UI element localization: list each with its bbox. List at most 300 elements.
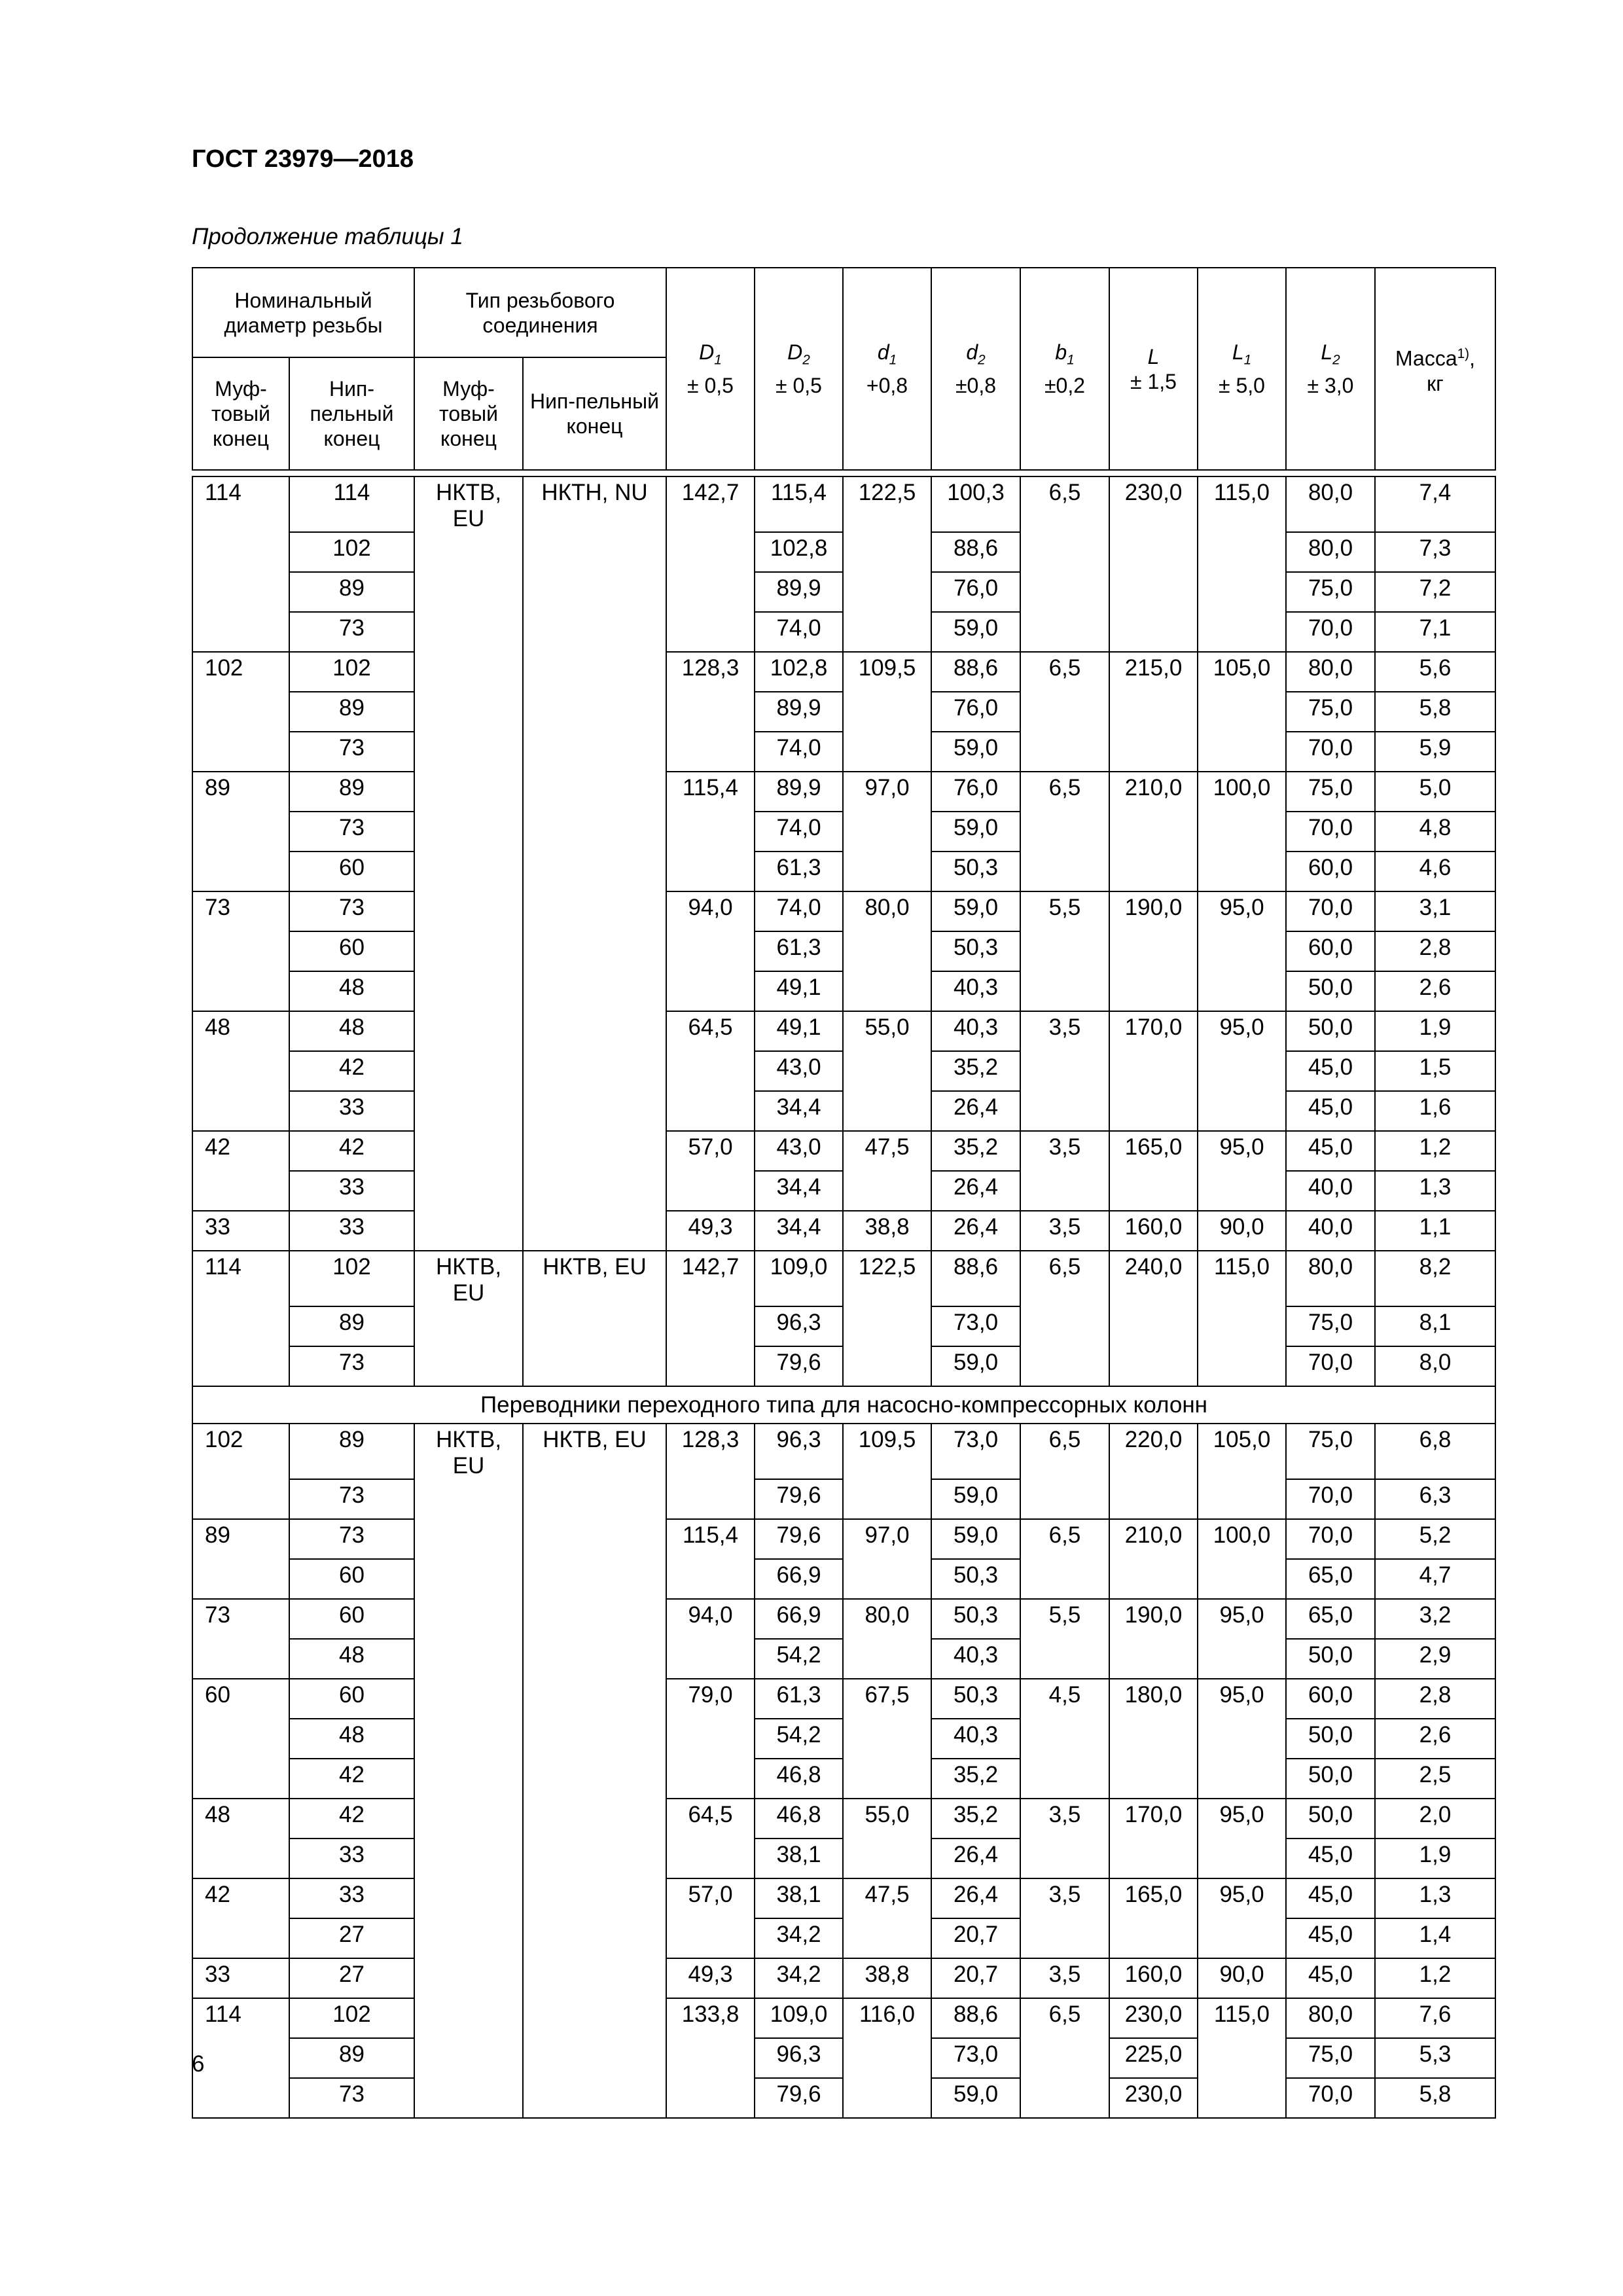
cell-b1: 3,5 bbox=[1020, 1958, 1109, 1998]
cell-L1 bbox=[1198, 812, 1286, 852]
cell-d2: 26,4 bbox=[931, 1091, 1020, 1131]
cell-d1: 80,0 bbox=[843, 1599, 931, 1639]
cell-muff-diameter: 73 bbox=[192, 1599, 289, 1639]
table-row bbox=[192, 532, 1495, 572]
cell-nipple-diameter: 60 bbox=[289, 852, 414, 891]
cell-L: 190,0 bbox=[1109, 891, 1198, 931]
cell-mass: 1,3 bbox=[1375, 1878, 1495, 1918]
cell-muff-diameter bbox=[192, 812, 289, 852]
cell-L: 180,0 bbox=[1109, 1679, 1198, 1719]
cell-D2: 89,9 bbox=[755, 572, 843, 612]
cell-mass: 2,0 bbox=[1375, 1799, 1495, 1839]
cell-D1: 142,7 bbox=[666, 476, 755, 532]
cell-D1 bbox=[666, 1051, 755, 1091]
cell-L2: 45,0 bbox=[1286, 1091, 1375, 1131]
cell-D2: 49,1 bbox=[755, 1011, 843, 1051]
cell-d1: 122,5 bbox=[843, 476, 931, 532]
table-caption: Продолжение таблицы 1 bbox=[192, 224, 463, 249]
cell-d2: 73,0 bbox=[931, 2038, 1020, 2078]
cell-d2: 26,4 bbox=[931, 1839, 1020, 1878]
cell-muff-type bbox=[414, 1639, 523, 1679]
cell-d2: 59,0 bbox=[931, 1479, 1020, 1519]
cell-nipple-type bbox=[523, 652, 666, 692]
cell-L2: 50,0 bbox=[1286, 1759, 1375, 1799]
cell-L bbox=[1109, 1918, 1198, 1958]
cell-nipple-diameter: 33 bbox=[289, 1839, 414, 1878]
cell-muff-diameter bbox=[192, 1839, 289, 1878]
cell-muff-diameter bbox=[192, 532, 289, 572]
cell-L2: 40,0 bbox=[1286, 1171, 1375, 1211]
table-row bbox=[192, 891, 1495, 931]
cell-D1: 133,8 bbox=[666, 1998, 755, 2038]
header-D2: $D_2$ ± 0,5 bbox=[755, 268, 843, 470]
cell-nipple-diameter: 73 bbox=[289, 1519, 414, 1559]
cell-D2: 61,3 bbox=[755, 1679, 843, 1719]
cell-nipple-type bbox=[523, 1051, 666, 1091]
table-row bbox=[192, 1306, 1495, 1346]
cell-D2: 74,0 bbox=[755, 812, 843, 852]
cell-d2: 50,3 bbox=[931, 1679, 1020, 1719]
table-row bbox=[192, 572, 1495, 612]
cell-D1 bbox=[666, 852, 755, 891]
cell-L2: 65,0 bbox=[1286, 1559, 1375, 1599]
cell-muff-diameter: 48 bbox=[192, 1011, 289, 1051]
cell-nipple-diameter: 73 bbox=[289, 2078, 414, 2118]
cell-nipple-type bbox=[523, 1719, 666, 1759]
cell-d2: 76,0 bbox=[931, 772, 1020, 812]
cell-muff-diameter bbox=[192, 971, 289, 1011]
cell-nipple-diameter: 60 bbox=[289, 1599, 414, 1639]
cell-b1: 6,5 bbox=[1020, 1251, 1109, 1306]
cell-L bbox=[1109, 1479, 1198, 1519]
cell-D2: 66,9 bbox=[755, 1559, 843, 1599]
cell-D1 bbox=[666, 692, 755, 732]
cell-d2: 35,2 bbox=[931, 1131, 1020, 1171]
cell-muff-diameter: 73 bbox=[192, 891, 289, 931]
cell-mass: 7,3 bbox=[1375, 532, 1495, 572]
section-title: Переводники переходного типа для насосно-компрессорных колонн bbox=[192, 1386, 1495, 1424]
cell-nipple-diameter: 89 bbox=[289, 692, 414, 732]
cell-L2: 45,0 bbox=[1286, 1051, 1375, 1091]
document-title: ГОСТ 23979—2018 bbox=[192, 145, 414, 173]
cell-mass: 5,0 bbox=[1375, 772, 1495, 812]
cell-D1 bbox=[666, 1091, 755, 1131]
cell-L1 bbox=[1198, 532, 1286, 572]
cell-nipple-type: НКТН, NU bbox=[523, 476, 666, 532]
cell-L1 bbox=[1198, 1839, 1286, 1878]
cell-b1: 6,5 bbox=[1020, 652, 1109, 692]
cell-nipple-type bbox=[523, 772, 666, 812]
cell-L2: 50,0 bbox=[1286, 1719, 1375, 1759]
cell-d2: 73,0 bbox=[931, 1306, 1020, 1346]
cell-D2: 66,9 bbox=[755, 1599, 843, 1639]
cell-mass: 4,6 bbox=[1375, 852, 1495, 891]
cell-L bbox=[1109, 931, 1198, 971]
cell-mass: 8,2 bbox=[1375, 1251, 1495, 1306]
cell-d1 bbox=[843, 1171, 931, 1211]
cell-d1: 97,0 bbox=[843, 1519, 931, 1559]
cell-mass: 1,3 bbox=[1375, 1171, 1495, 1211]
cell-mass: 5,9 bbox=[1375, 732, 1495, 772]
cell-L bbox=[1109, 1839, 1198, 1878]
cell-L bbox=[1109, 1719, 1198, 1759]
cell-muff-type bbox=[414, 1306, 523, 1346]
table-row bbox=[192, 692, 1495, 732]
cell-muff-type bbox=[414, 1011, 523, 1051]
cell-D1: 64,5 bbox=[666, 1799, 755, 1839]
cell-d2: 88,6 bbox=[931, 1998, 1020, 2038]
cell-b1: 3,5 bbox=[1020, 1011, 1109, 1051]
cell-b1 bbox=[1020, 732, 1109, 772]
cell-muff-type bbox=[414, 1211, 523, 1251]
cell-b1 bbox=[1020, 1639, 1109, 1679]
cell-D2: 79,6 bbox=[755, 2078, 843, 2118]
cell-d1 bbox=[843, 2078, 931, 2118]
cell-D2: 34,2 bbox=[755, 1918, 843, 1958]
header-thread-type: Тип резьбового соединения bbox=[414, 268, 666, 357]
table-row bbox=[192, 1251, 1495, 1306]
cell-mass: 5,2 bbox=[1375, 1519, 1495, 1559]
cell-mass: 2,8 bbox=[1375, 931, 1495, 971]
cell-L bbox=[1109, 692, 1198, 732]
header-L2: $L_2$ ± 3,0 bbox=[1286, 268, 1375, 470]
cell-nipple-type bbox=[523, 572, 666, 612]
cell-D2: 43,0 bbox=[755, 1051, 843, 1091]
cell-D2: 38,1 bbox=[755, 1878, 843, 1918]
table-row bbox=[192, 1759, 1495, 1799]
cell-muff-type bbox=[414, 852, 523, 891]
cell-b1 bbox=[1020, 1918, 1109, 1958]
cell-muff-diameter bbox=[192, 692, 289, 732]
cell-L1 bbox=[1198, 931, 1286, 971]
cell-L2: 50,0 bbox=[1286, 1799, 1375, 1839]
cell-mass: 2,5 bbox=[1375, 1759, 1495, 1799]
cell-muff-type bbox=[414, 532, 523, 572]
cell-muff-diameter bbox=[192, 1346, 289, 1386]
header-b1: $b_1$ ±0,2 bbox=[1020, 268, 1109, 470]
cell-D2: 89,9 bbox=[755, 692, 843, 732]
cell-L2: 65,0 bbox=[1286, 1599, 1375, 1639]
header-mass: Масса$^{1)}$, кг bbox=[1375, 268, 1495, 470]
cell-L2: 70,0 bbox=[1286, 1519, 1375, 1559]
cell-nipple-type bbox=[523, 1131, 666, 1171]
table-row bbox=[192, 1719, 1495, 1759]
cell-d2: 35,2 bbox=[931, 1051, 1020, 1091]
cell-muff-type: НКТВ, EU bbox=[414, 476, 523, 532]
cell-L2: 80,0 bbox=[1286, 1998, 1375, 2038]
cell-b1 bbox=[1020, 1759, 1109, 1799]
cell-D2: 54,2 bbox=[755, 1719, 843, 1759]
cell-muff-diameter: 114 bbox=[192, 476, 289, 532]
cell-d1 bbox=[843, 931, 931, 971]
cell-d1 bbox=[843, 732, 931, 772]
cell-nipple-diameter: 73 bbox=[289, 612, 414, 652]
cell-L1: 95,0 bbox=[1198, 1599, 1286, 1639]
cell-nipple-type bbox=[523, 1011, 666, 1051]
cell-D2: 96,3 bbox=[755, 1306, 843, 1346]
cell-d2: 40,3 bbox=[931, 1719, 1020, 1759]
cell-d1: 38,8 bbox=[843, 1211, 931, 1251]
cell-nipple-type bbox=[523, 532, 666, 572]
cell-mass: 3,2 bbox=[1375, 1599, 1495, 1639]
cell-mass: 5,6 bbox=[1375, 652, 1495, 692]
cell-nipple-type bbox=[523, 1878, 666, 1918]
cell-nipple-diameter: 60 bbox=[289, 931, 414, 971]
cell-L1 bbox=[1198, 2078, 1286, 2118]
cell-nipple-type bbox=[523, 1519, 666, 1559]
cell-nipple-type bbox=[523, 2078, 666, 2118]
cell-L bbox=[1109, 812, 1198, 852]
table-row bbox=[192, 1424, 1495, 1479]
cell-L2: 70,0 bbox=[1286, 891, 1375, 931]
table-row bbox=[192, 1171, 1495, 1211]
cell-L bbox=[1109, 532, 1198, 572]
cell-nipple-diameter: 89 bbox=[289, 1306, 414, 1346]
cell-mass: 3,1 bbox=[1375, 891, 1495, 931]
cell-muff-type bbox=[414, 1599, 523, 1639]
cell-D1 bbox=[666, 1639, 755, 1679]
table-row bbox=[192, 1839, 1495, 1878]
cell-D2: 43,0 bbox=[755, 1131, 843, 1171]
cell-L1 bbox=[1198, 1918, 1286, 1958]
cell-mass: 1,5 bbox=[1375, 1051, 1495, 1091]
cell-d2: 40,3 bbox=[931, 1011, 1020, 1051]
cell-muff-type bbox=[414, 891, 523, 931]
cell-nipple-type bbox=[523, 692, 666, 732]
cell-L: 210,0 bbox=[1109, 772, 1198, 812]
cell-muff-type: НКТВ, EU bbox=[414, 1424, 523, 1479]
cell-d2: 26,4 bbox=[931, 1211, 1020, 1251]
cell-d1 bbox=[843, 1559, 931, 1599]
cell-L2: 80,0 bbox=[1286, 476, 1375, 532]
cell-d1 bbox=[843, 572, 931, 612]
cell-L1: 90,0 bbox=[1198, 1958, 1286, 1998]
cell-b1 bbox=[1020, 1051, 1109, 1091]
cell-nipple-diameter: 27 bbox=[289, 1918, 414, 1958]
cell-D2: 102,8 bbox=[755, 652, 843, 692]
cell-muff-diameter bbox=[192, 1479, 289, 1519]
cell-L2: 75,0 bbox=[1286, 772, 1375, 812]
cell-L1: 95,0 bbox=[1198, 1011, 1286, 1051]
cell-D1: 94,0 bbox=[666, 1599, 755, 1639]
cell-L2: 50,0 bbox=[1286, 1011, 1375, 1051]
cell-b1 bbox=[1020, 2078, 1109, 2118]
cell-L1: 115,0 bbox=[1198, 1998, 1286, 2038]
cell-d1: 80,0 bbox=[843, 891, 931, 931]
cell-muff-diameter bbox=[192, 1719, 289, 1759]
cell-L bbox=[1109, 732, 1198, 772]
cell-nipple-diameter: 42 bbox=[289, 1051, 414, 1091]
cell-b1: 3,5 bbox=[1020, 1211, 1109, 1251]
cell-nipple-diameter: 102 bbox=[289, 1251, 414, 1306]
cell-d1 bbox=[843, 532, 931, 572]
cell-nipple-type bbox=[523, 891, 666, 931]
cell-muff-type bbox=[414, 1839, 523, 1878]
cell-d1 bbox=[843, 1759, 931, 1799]
cell-muff-diameter: 102 bbox=[192, 1424, 289, 1479]
cell-d1 bbox=[843, 1091, 931, 1131]
cell-D1 bbox=[666, 812, 755, 852]
cell-L2: 50,0 bbox=[1286, 971, 1375, 1011]
cell-muff-diameter bbox=[192, 1171, 289, 1211]
cell-L: 220,0 bbox=[1109, 1424, 1198, 1479]
cell-d1: 97,0 bbox=[843, 772, 931, 812]
cell-d1: 47,5 bbox=[843, 1878, 931, 1918]
table-row bbox=[192, 1091, 1495, 1131]
cell-L1 bbox=[1198, 1346, 1286, 1386]
cell-b1 bbox=[1020, 1479, 1109, 1519]
header-D1: $D_1$ ± 0,5 bbox=[666, 268, 755, 470]
cell-muff-diameter: 114 bbox=[192, 1251, 289, 1306]
cell-d2: 88,6 bbox=[931, 1251, 1020, 1306]
cell-muff-type bbox=[414, 1479, 523, 1519]
table-row bbox=[192, 772, 1495, 812]
cell-L2: 45,0 bbox=[1286, 1958, 1375, 1998]
cell-L2: 75,0 bbox=[1286, 1306, 1375, 1346]
cell-L: 165,0 bbox=[1109, 1131, 1198, 1171]
table-row bbox=[192, 1878, 1495, 1918]
header-nipple-end-type: Нип-пельный конец bbox=[523, 357, 666, 470]
cell-nipple-type bbox=[523, 1998, 666, 2038]
cell-L: 240,0 bbox=[1109, 1251, 1198, 1306]
cell-d2: 20,7 bbox=[931, 1958, 1020, 1998]
cell-L: 215,0 bbox=[1109, 652, 1198, 692]
cell-muff-type bbox=[414, 1998, 523, 2038]
cell-muff-type bbox=[414, 1051, 523, 1091]
cell-L1 bbox=[1198, 612, 1286, 652]
cell-nipple-diameter: 48 bbox=[289, 1719, 414, 1759]
cell-d1 bbox=[843, 1346, 931, 1386]
cell-d1 bbox=[843, 1051, 931, 1091]
cell-nipple-type bbox=[523, 1918, 666, 1958]
cell-nipple-diameter: 33 bbox=[289, 1211, 414, 1251]
cell-nipple-diameter: 89 bbox=[289, 772, 414, 812]
cell-d1: 122,5 bbox=[843, 1251, 931, 1306]
cell-L1: 105,0 bbox=[1198, 1424, 1286, 1479]
cell-b1 bbox=[1020, 1171, 1109, 1211]
cell-D1 bbox=[666, 532, 755, 572]
cell-L1 bbox=[1198, 1759, 1286, 1799]
cell-L bbox=[1109, 852, 1198, 891]
cell-L: 225,0 bbox=[1109, 2038, 1198, 2078]
table-row bbox=[192, 1346, 1495, 1386]
cell-muff-type: НКТВ, EU bbox=[414, 1251, 523, 1306]
cell-L1 bbox=[1198, 1306, 1286, 1346]
cell-d2: 59,0 bbox=[931, 612, 1020, 652]
cell-D1: 128,3 bbox=[666, 1424, 755, 1479]
cell-L1 bbox=[1198, 572, 1286, 612]
cell-mass: 1,6 bbox=[1375, 1091, 1495, 1131]
cell-b1 bbox=[1020, 692, 1109, 732]
cell-d1: 109,5 bbox=[843, 652, 931, 692]
cell-L1 bbox=[1198, 1479, 1286, 1519]
cell-L2: 60,0 bbox=[1286, 931, 1375, 971]
cell-D2: 96,3 bbox=[755, 1424, 843, 1479]
cell-b1 bbox=[1020, 1346, 1109, 1386]
cell-muff-diameter: 33 bbox=[192, 1211, 289, 1251]
cell-nipple-diameter: 60 bbox=[289, 1559, 414, 1599]
cell-d2: 100,3 bbox=[931, 476, 1020, 532]
cell-L: 190,0 bbox=[1109, 1599, 1198, 1639]
cell-nipple-diameter: 89 bbox=[289, 572, 414, 612]
cell-nipple-type bbox=[523, 1599, 666, 1639]
cell-L1: 100,0 bbox=[1198, 1519, 1286, 1559]
cell-d2: 35,2 bbox=[931, 1799, 1020, 1839]
cell-L bbox=[1109, 572, 1198, 612]
cell-b1: 3,5 bbox=[1020, 1131, 1109, 1171]
cell-d2: 59,0 bbox=[931, 812, 1020, 852]
cell-nipple-type bbox=[523, 2038, 666, 2078]
cell-D1 bbox=[666, 2078, 755, 2118]
cell-muff-diameter: 89 bbox=[192, 772, 289, 812]
cell-d2: 50,3 bbox=[931, 931, 1020, 971]
cell-d1 bbox=[843, 812, 931, 852]
cell-mass: 8,1 bbox=[1375, 1306, 1495, 1346]
cell-L2: 45,0 bbox=[1286, 1918, 1375, 1958]
cell-b1: 6,5 bbox=[1020, 772, 1109, 812]
cell-D1: 115,4 bbox=[666, 772, 755, 812]
cell-nipple-type bbox=[523, 852, 666, 891]
cell-b1 bbox=[1020, 1839, 1109, 1878]
cell-b1 bbox=[1020, 532, 1109, 572]
cell-d1: 67,5 bbox=[843, 1679, 931, 1719]
cell-nipple-type bbox=[523, 1091, 666, 1131]
cell-mass: 5,8 bbox=[1375, 2078, 1495, 2118]
cell-d1: 47,5 bbox=[843, 1131, 931, 1171]
cell-L1: 95,0 bbox=[1198, 1878, 1286, 1918]
cell-muff-type bbox=[414, 1679, 523, 1719]
cell-D1: 57,0 bbox=[666, 1878, 755, 1918]
cell-muff-diameter: 60 bbox=[192, 1679, 289, 1719]
cell-D2: 38,1 bbox=[755, 1839, 843, 1878]
cell-d1 bbox=[843, 1839, 931, 1878]
table-row bbox=[192, 732, 1495, 772]
table-row bbox=[192, 1131, 1495, 1171]
cell-d1 bbox=[843, 612, 931, 652]
cell-mass: 1,2 bbox=[1375, 1958, 1495, 1998]
cell-muff-type bbox=[414, 1719, 523, 1759]
cell-D2: 96,3 bbox=[755, 2038, 843, 2078]
cell-mass: 6,3 bbox=[1375, 1479, 1495, 1519]
cell-mass: 4,8 bbox=[1375, 812, 1495, 852]
cell-D2: 109,0 bbox=[755, 1251, 843, 1306]
cell-L2: 60,0 bbox=[1286, 852, 1375, 891]
page-number: 6 bbox=[192, 2051, 205, 2077]
cell-nipple-diameter: 33 bbox=[289, 1878, 414, 1918]
cell-L2: 75,0 bbox=[1286, 1424, 1375, 1479]
table-row bbox=[192, 1211, 1495, 1251]
cell-d2: 73,0 bbox=[931, 1424, 1020, 1479]
cell-d1 bbox=[843, 1639, 931, 1679]
cell-d2: 50,3 bbox=[931, 1599, 1020, 1639]
cell-muff-diameter: 48 bbox=[192, 1799, 289, 1839]
cell-D1 bbox=[666, 1918, 755, 1958]
cell-L2: 60,0 bbox=[1286, 1679, 1375, 1719]
cell-d1 bbox=[843, 692, 931, 732]
cell-nipple-diameter: 48 bbox=[289, 1639, 414, 1679]
table-row bbox=[192, 1011, 1495, 1051]
cell-muff-type bbox=[414, 1346, 523, 1386]
cell-D2: 34,2 bbox=[755, 1958, 843, 1998]
cell-d2: 20,7 bbox=[931, 1918, 1020, 1958]
cell-nipple-diameter: 48 bbox=[289, 1011, 414, 1051]
cell-L1 bbox=[1198, 1559, 1286, 1599]
cell-nipple-diameter: 42 bbox=[289, 1131, 414, 1171]
header-d1: $d_1$ +0,8 bbox=[843, 268, 931, 470]
cell-muff-type bbox=[414, 971, 523, 1011]
cell-nipple-diameter: 33 bbox=[289, 1091, 414, 1131]
cell-muff-diameter bbox=[192, 2078, 289, 2118]
